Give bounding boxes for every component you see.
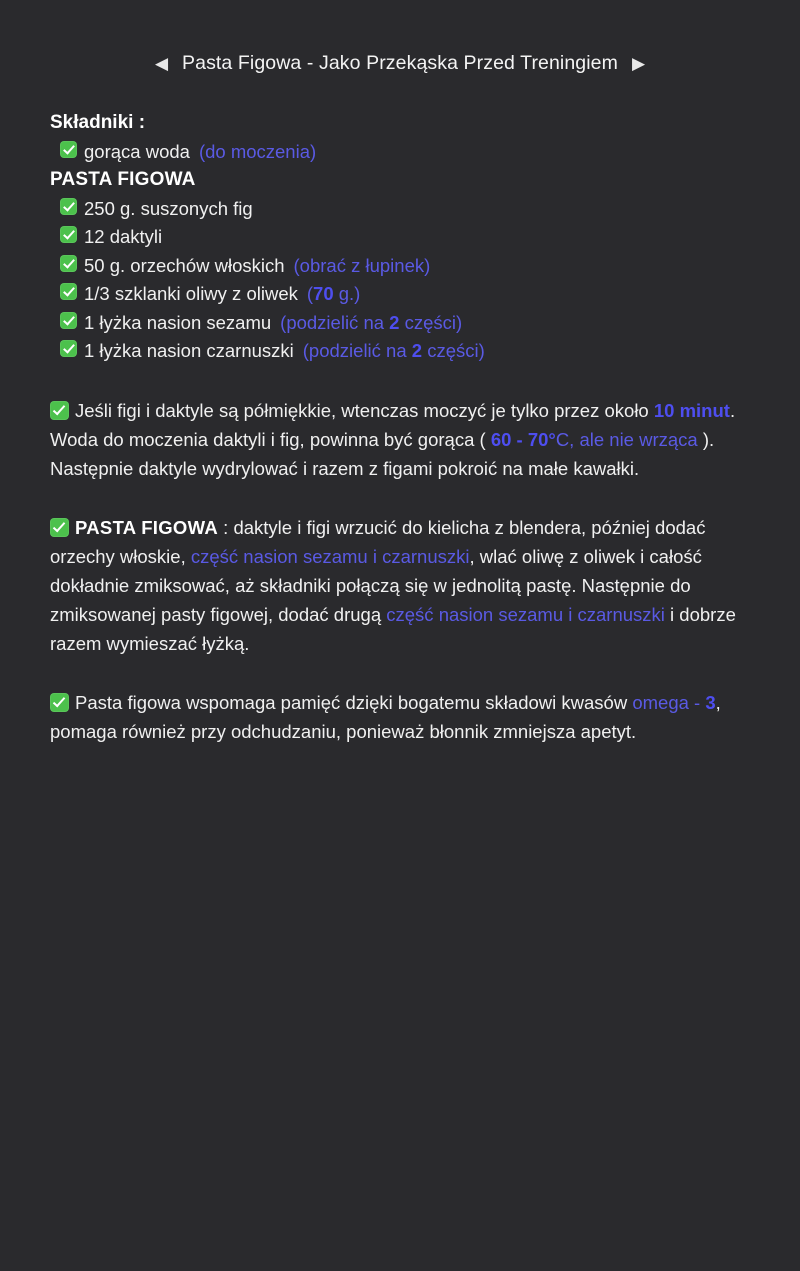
check-icon [50, 518, 69, 537]
ingredients-subheading: PASTA FIGOWA [50, 169, 196, 190]
ingredient-note [303, 337, 485, 366]
ingredient-label: 1 łyżka nasion czarnuszki [84, 340, 294, 361]
highlight-omega-number: 3 [705, 691, 716, 713]
ingredient-note [199, 138, 316, 167]
ingredient-item [50, 195, 750, 224]
ingredients-section [50, 109, 750, 366]
instruction-paragraph-paste [50, 513, 750, 658]
page-title: Pasta Figowa - Jako Przekąska Przed Treningiem [182, 52, 618, 74]
ingredient-note-text: (podzielić na [302, 340, 412, 361]
check-icon [60, 141, 77, 158]
check-icon [60, 283, 77, 300]
highlight-seeds-first: część nasion sezamu i czarnuszki [190, 545, 470, 567]
ingredient-note-emphasis: 2 [389, 311, 400, 333]
paragraph-heading: PASTA FIGOWA [75, 516, 219, 538]
ingredient-label: gorąca woda [84, 140, 190, 162]
paragraph-text: , pomaga również przy odchudzaniu, ponieważ błonnik zmniejsza apetyt. [50, 691, 721, 742]
ingredient-note-text: (podzielić na [280, 311, 390, 333]
recipe-content [0, 109, 800, 746]
ingredient-note-text: (do moczenia) [198, 140, 317, 162]
highlight-seeds-second: część nasion sezamu i czarnuszki [386, 603, 665, 625]
paragraph-text: . Woda do moczenia daktyli i fig, powinna być gorąca ( [50, 399, 736, 450]
ingredient-label: 1 łyżka nasion sezamu [84, 311, 272, 333]
check-icon [50, 401, 69, 420]
ingredients-heading: Składniki : [50, 112, 146, 133]
paragraph-text: ). Następnie daktyle wydrylować i razem z figami pokroić na małe kawałki. [50, 428, 715, 479]
ingredient-note [307, 280, 360, 309]
ingredient-note-tail: g.) [333, 283, 361, 304]
highlight-omega: omega - [632, 691, 706, 713]
ingredient-item [50, 252, 750, 281]
ingredient-note [280, 309, 462, 338]
ingredient-label: 250 g. suszonych fig [84, 197, 253, 219]
ingredient-item [50, 337, 750, 366]
ingredient-label: 50 g. orzechów włoskich [84, 254, 285, 276]
check-icon [50, 693, 69, 712]
instruction-paragraph-soaking [50, 396, 750, 483]
ingredient-note [294, 252, 431, 281]
check-icon [60, 255, 77, 272]
paragraph-text: i dobrze razem wymieszać łyżką. [50, 603, 736, 654]
ingredient-note-emphasis: 70 [313, 283, 334, 304]
ingredient-item [50, 138, 750, 167]
paragraph-text: Jeśli figi i daktyle są półmiękkie, wtenczas moczyć je tylko przez około [75, 399, 654, 421]
highlight-temperature-note: C, ale nie wrząca [555, 428, 698, 450]
check-icon [60, 198, 77, 215]
ingredient-note-text: ( [306, 283, 314, 304]
ingredient-item [50, 223, 750, 252]
ingredient-note-tail: części) [399, 311, 463, 333]
ingredient-label: 1/3 szklanki oliwy z oliwek [84, 283, 298, 304]
ingredient-note-tail: części) [422, 340, 485, 361]
recipe-nav-header [0, 0, 800, 79]
check-icon [60, 226, 77, 243]
ingredient-label: 12 daktyli [84, 226, 163, 247]
prev-arrow-icon[interactable]: ◀ [154, 54, 169, 73]
ingredient-item [50, 309, 750, 338]
check-icon [60, 340, 77, 357]
ingredient-item [50, 280, 750, 309]
next-arrow-icon[interactable]: ▶ [631, 54, 646, 73]
highlight-temperature: 60 - 70° [490, 428, 556, 450]
highlight-duration: 10 minut [653, 399, 730, 421]
ingredient-note-emphasis: 2 [411, 340, 423, 361]
instruction-paragraph-benefits [50, 688, 750, 746]
check-icon [60, 312, 77, 329]
paragraph-text: : daktyle i figi wrzucić do kielicha z blendera, później dodać orzechy włoskie, [50, 516, 706, 567]
ingredient-note-text: (obrać z łupinek) [293, 254, 431, 276]
paragraph-text: Pasta figowa wspomaga pamięć dzięki bogatemu składowi kwasów [75, 691, 633, 713]
paragraph-text: , wlać oliwę z oliwek i całość dokładnie zmiksować, aż składniki połączą się w jednolitą pastę. Następnie do zmiksowanej pasty figowej, dodać drugą [50, 545, 702, 625]
